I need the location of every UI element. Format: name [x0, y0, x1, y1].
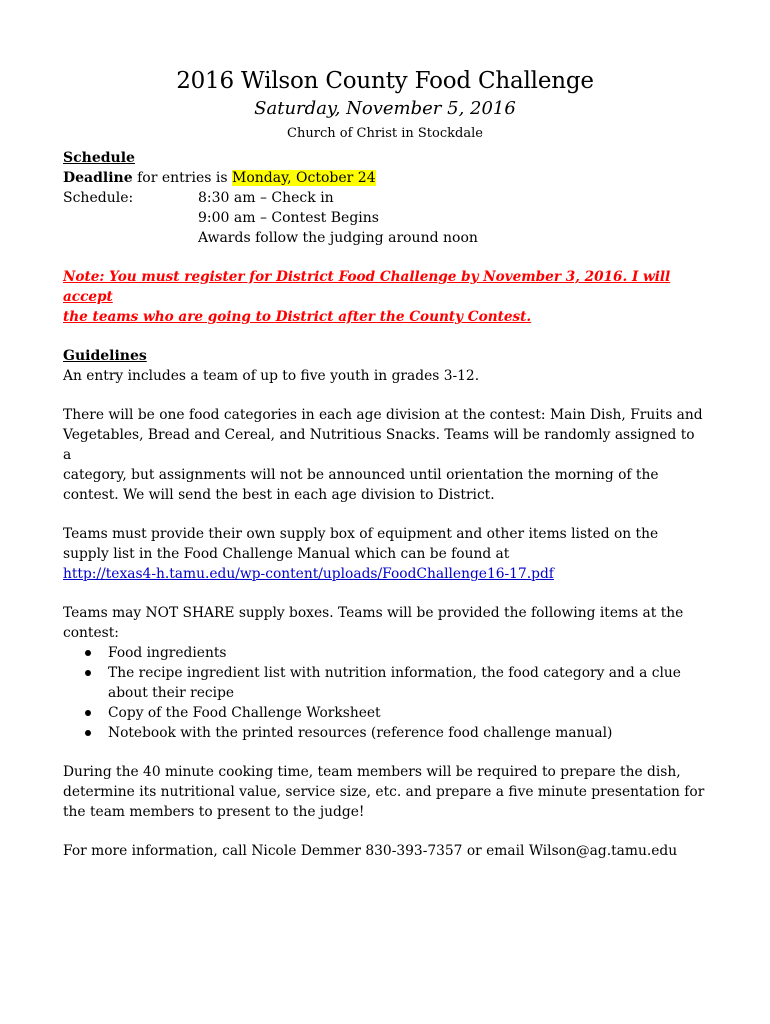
- provided-items-list: [63, 643, 707, 743]
- bullet-icon: [85, 670, 91, 676]
- contact-info: For more information, call Nicole Demmer 830-393-7357 or email Wilson@ag.tamu.edu: [63, 843, 678, 859]
- para-line: Vegetables, Bread and Cereal, and Nutritious Snacks. Teams will be randomly assigned to a: [63, 427, 695, 463]
- bullet-icon: [85, 710, 91, 716]
- schedule-label: Schedule:: [63, 190, 134, 206]
- guidelines-para-3: [63, 524, 707, 584]
- list-item: Food ingredients: [85, 643, 707, 663]
- para-line: contest:: [63, 625, 119, 641]
- event-date: Saturday, November 5, 2016: [254, 98, 516, 119]
- registration-note: [63, 267, 707, 327]
- deadline-line: [63, 168, 707, 188]
- para-line: Teams may NOT SHARE supply boxes. Teams will be provided the following items at the: [63, 605, 684, 621]
- para-line: contest. We will send the best in each age division to District.: [63, 487, 495, 503]
- guidelines-para-5: [63, 762, 707, 822]
- note-line: the teams who are going to District after the County Contest.: [63, 309, 532, 325]
- bullet-icon: [85, 730, 91, 736]
- para-line: supply list in the Food Challenge Manual which can be found at: [63, 546, 510, 562]
- schedule-item: 9:00 am – Contest Begins: [198, 210, 379, 226]
- para-line: Teams must provide their own supply box of equipment and other items listed on the: [63, 526, 659, 542]
- list-item: Notebook with the printed resources (reference food challenge manual): [85, 723, 707, 743]
- manual-link[interactable]: http://texas4-h.tamu.edu/wp-content/uploads/FoodChallenge16-17.pdf: [63, 566, 554, 582]
- guidelines-para-2: [63, 405, 707, 505]
- guidelines-para-1: An entry includes a team of up to five youth in grades 3-12.: [63, 368, 480, 384]
- list-item: Copy of the Food Challenge Worksheet: [85, 703, 707, 723]
- schedule-row: [63, 188, 707, 208]
- document-title: 2016 Wilson County Food Challenge: [176, 68, 594, 94]
- deadline-text: for entries is: [132, 170, 232, 186]
- para-line: During the 40 minute cooking time, team members will be required to prepare the dish,: [63, 764, 681, 780]
- schedule-item: Awards follow the judging around noon: [198, 230, 478, 246]
- bullet-icon: [85, 650, 91, 656]
- schedule-item: 8:30 am – Check in: [198, 190, 334, 206]
- guidelines-heading: Guidelines: [63, 348, 147, 364]
- para-line: There will be one food categories in each age division at the contest: Main Dish, Fruits and: [63, 407, 703, 423]
- schedule-heading: Schedule: [63, 150, 135, 166]
- para-line: the team members to present to the judge!: [63, 804, 365, 820]
- guidelines-para-4: [63, 603, 707, 643]
- event-venue: Church of Christ in Stockdale: [287, 126, 483, 141]
- para-line: category, but assignments will not be announced until orientation the morning of the: [63, 467, 659, 483]
- note-line: Note: You must register for District Food Challenge by November 3, 2016. I will accept: [63, 269, 671, 305]
- para-line: determine its nutritional value, service size, etc. and prepare a five minute presentation for: [63, 784, 705, 800]
- deadline-label: Deadline: [63, 170, 133, 186]
- deadline-date: Monday, October 24: [231, 170, 376, 186]
- list-item: The recipe ingredient list with nutrition information, the food category and a clue about their recipe: [85, 663, 707, 703]
